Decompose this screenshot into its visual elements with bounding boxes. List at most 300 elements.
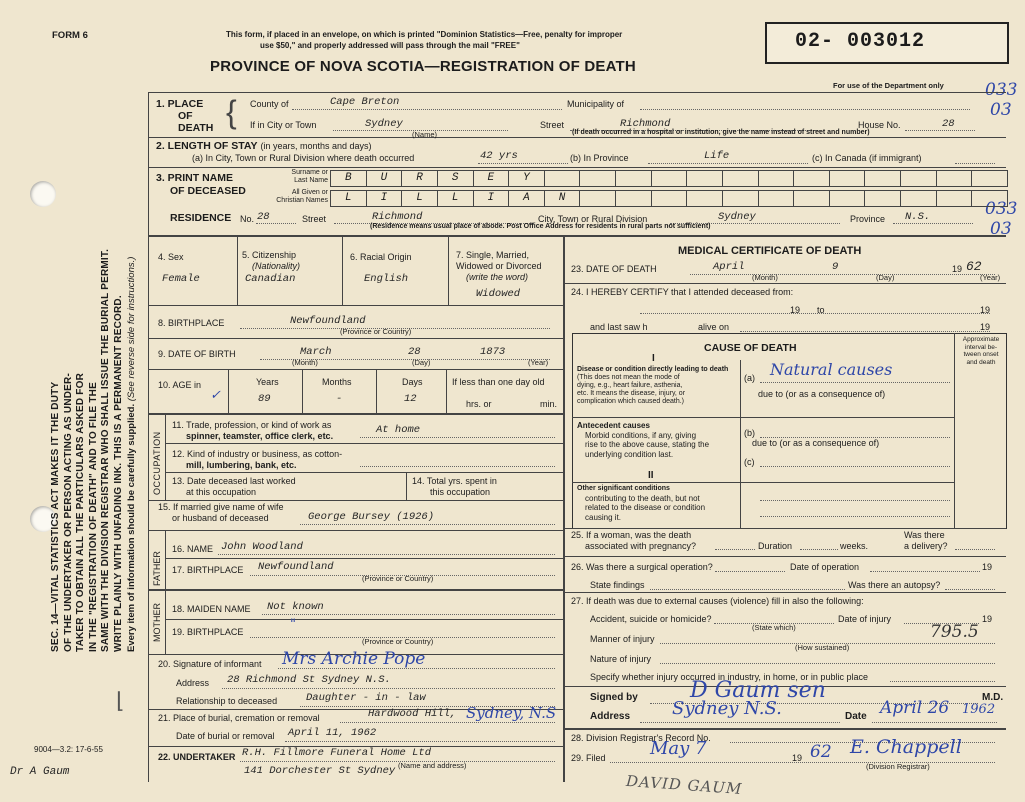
city-label: If in City or Town	[250, 120, 317, 130]
letter-box	[687, 191, 723, 206]
antecedent-label	[577, 421, 709, 459]
cause-a-value: Natural causes	[770, 360, 893, 379]
stay-city-value: 42 yrs	[480, 150, 518, 162]
registrar-caption: (Division Registrar)	[866, 762, 930, 771]
trade-value: At home	[376, 424, 421, 436]
letter-box	[830, 171, 866, 186]
birthplace-caption: (Province or Country)	[340, 327, 412, 336]
certificate-date-label: Date	[845, 711, 867, 722]
cause-a-label: (a)	[744, 373, 755, 383]
field-line	[640, 722, 840, 723]
field-line	[360, 466, 555, 467]
field-line	[690, 274, 995, 275]
letter-box	[972, 171, 1007, 186]
certify-label: 24. I HEREBY CERTIFY that I attended deceased from:	[571, 287, 794, 297]
father-name-value: John Woodland	[221, 541, 303, 553]
residence-street-label: Street	[302, 214, 327, 224]
spouse-label	[158, 502, 284, 524]
label-line: underlying condition last.	[585, 449, 674, 459]
age-years-value: 89	[258, 393, 271, 405]
label-line: mill, lumbering, bank, etc.	[186, 460, 297, 470]
department-code: 03	[990, 100, 1012, 120]
birthplace-label: 8. BIRTHPLACE	[158, 318, 225, 328]
filed-date: May 7	[650, 738, 707, 759]
year-prefix: 19	[980, 322, 991, 332]
external-causes-label: 27. If death was due to external causes (violence) fill in also the following:	[571, 596, 864, 606]
letter-box: Y	[509, 171, 545, 186]
label-line: OF DECEASED	[170, 184, 246, 197]
letter-box	[616, 171, 652, 186]
stay-canada-label: (c) In Canada (if immigrant)	[812, 153, 922, 163]
field-line	[285, 741, 555, 742]
delivery-label	[904, 530, 948, 552]
field-line	[218, 554, 555, 555]
letter-box: L	[331, 191, 367, 206]
stay-city-label: (a) In City, Town or Rural Division where death occurred	[192, 153, 415, 163]
street-label: Street	[540, 120, 565, 130]
label-line: Last Name	[294, 176, 328, 184]
letter-box: B	[331, 171, 367, 186]
field-line	[292, 109, 562, 110]
field-line	[955, 163, 995, 164]
letter-box	[759, 191, 795, 206]
manner-of-injury-label: Manner of injury	[590, 634, 655, 644]
place-of-death-label	[156, 98, 213, 134]
cause-code: 795.5	[930, 622, 979, 642]
citizenship-label	[242, 250, 300, 272]
residence-city-value: Sydney	[718, 211, 756, 223]
undertaker-label: 22. UNDERTAKER	[158, 752, 236, 762]
rule	[148, 500, 563, 501]
accident-label: Accident, suicide or homicide?	[590, 614, 712, 624]
letter-box: L	[438, 191, 474, 206]
rule	[148, 589, 563, 591]
residence-no-label: No.	[240, 214, 255, 224]
disease-label	[577, 366, 728, 406]
field-line	[715, 549, 755, 550]
letter-box	[545, 171, 581, 186]
city-value: Sydney	[365, 118, 403, 130]
mother-maiden-label: 18. MAIDEN NAME	[172, 604, 251, 614]
age-checkmark: ✓	[210, 388, 221, 403]
field-line	[340, 722, 555, 723]
letter-box: N	[545, 191, 581, 206]
rule	[237, 235, 238, 305]
letter-box	[723, 191, 759, 206]
part-one-label: I	[652, 353, 655, 364]
father-side-label: FATHER	[152, 551, 162, 586]
field-line	[222, 688, 555, 689]
year-prefix: 19	[980, 305, 991, 315]
how-sustained-caption: (How sustained)	[795, 643, 850, 652]
rule	[165, 530, 166, 654]
letter-box: S	[438, 171, 474, 186]
to-label: to	[817, 305, 825, 315]
relationship-value: Daughter - in - law	[306, 692, 426, 704]
label-line: 1. PLACE	[156, 98, 204, 110]
department-code: 033	[985, 80, 1018, 100]
rule	[148, 305, 563, 306]
registrar-signature: E. Chappell	[850, 736, 962, 758]
rule	[302, 369, 303, 413]
letter-box	[794, 171, 830, 186]
registration-number: 02- 003012	[795, 30, 926, 53]
residence-label: RESIDENCE	[170, 212, 232, 224]
field-line	[890, 681, 995, 682]
label-line: (This does not mean the mode of	[577, 374, 680, 381]
rule	[165, 413, 166, 500]
day-caption: (Day)	[876, 273, 895, 282]
letter-box	[901, 171, 937, 186]
form-number: FORM 6	[52, 30, 88, 41]
field-line	[872, 722, 997, 723]
medical-certificate-title: MEDICAL CERTIFICATE OF DEATH	[678, 245, 862, 257]
rule	[148, 369, 563, 370]
rule	[740, 360, 741, 528]
letter-box: I	[367, 191, 403, 206]
letter-box: L	[402, 191, 438, 206]
residence-province-label: Province	[850, 214, 886, 224]
age-days-value: 12	[404, 393, 417, 405]
cause-b-label: (b)	[744, 428, 755, 438]
postal-notice-2: use $50," and properly addressed will pass through the mail "FREE"	[260, 41, 520, 50]
cause-of-death-title: CAUSE OF DEATH	[704, 342, 797, 354]
rule	[148, 530, 563, 531]
side-notice-line: OF THE UNDERTAKER OR PERSON ACTING AS UNDER-	[62, 373, 74, 652]
label-line: Antecedent causes	[577, 421, 650, 430]
letter-box	[723, 171, 759, 186]
label-line: spinner, teamster, office clerk, etc.	[186, 431, 334, 441]
field-line	[760, 516, 950, 517]
year-prefix: 19	[790, 305, 801, 315]
label-line: at this occupation	[186, 487, 257, 497]
year-caption: (Year)	[528, 358, 549, 367]
pencil-mark: ⌊	[116, 688, 125, 713]
letter-box	[937, 171, 973, 186]
letter-box	[830, 191, 866, 206]
house-label: House No.	[858, 120, 901, 130]
letter-box	[865, 171, 901, 186]
label-line: Surname or	[291, 169, 328, 176]
last-worked-label	[172, 476, 296, 498]
label-line: contributing to the death, but not	[585, 493, 700, 503]
age-months-value: -	[336, 393, 343, 405]
house-value: 28	[942, 118, 955, 130]
death-year: 62	[966, 259, 982, 274]
undertaker-value: R.H. Fillmore Funeral Home Ltd	[242, 747, 432, 759]
sex-value: Female	[162, 273, 200, 285]
letter-box	[865, 191, 901, 206]
rule	[148, 235, 1006, 237]
informant-address-label: Address	[176, 678, 210, 688]
nature-of-injury-label: Nature of injury	[590, 654, 652, 664]
field-line	[648, 163, 808, 164]
rule	[954, 333, 955, 528]
mother-birthplace-caption: (Province or Country)	[362, 637, 434, 646]
physician-address-label: Address	[590, 711, 631, 722]
letter-box	[580, 191, 616, 206]
label-line: causing it.	[585, 512, 622, 522]
residence-street-value: Richmond	[372, 211, 423, 223]
duration-label: Duration	[758, 541, 793, 551]
county-value: Cape Breton	[330, 96, 400, 108]
column-divider	[563, 235, 565, 782]
mother-maiden-value: Not known	[267, 601, 324, 613]
death-month: April	[713, 261, 745, 273]
months-label: Months	[322, 377, 352, 387]
letter-box	[580, 171, 616, 186]
letter-box	[794, 191, 830, 206]
label-line: 2. LENGTH OF STAY	[156, 140, 258, 152]
last-saw-label: and last saw h	[590, 322, 648, 332]
street-value: Richmond	[620, 118, 671, 130]
label-line: or husband of deceased	[172, 513, 269, 523]
day-caption: (Day)	[412, 358, 431, 367]
birthplace-value: Newfoundland	[290, 315, 366, 327]
father-name-label: 16. NAME	[172, 544, 214, 554]
letter-box	[687, 171, 723, 186]
field-line	[660, 663, 995, 664]
registrar-record-label: 28. Division Registrar's Record No.	[571, 733, 711, 743]
label-line: Morbid conditions, if any, giving	[585, 430, 697, 440]
label-line: Christian Names	[276, 196, 328, 204]
sex-label: 4. Sex	[158, 252, 184, 262]
label-line: 13. Date deceased last worked	[172, 476, 296, 486]
hospital-note: (If death occurred in a hospital or institution, give the name instead of street and number)	[572, 129, 870, 136]
due-to-label: due to (or as a consequence of)	[752, 438, 880, 448]
spouse-value: George Bursey (1926)	[308, 511, 435, 523]
part-two-label: II	[648, 470, 654, 481]
rule	[563, 283, 1006, 284]
marital-status-label	[456, 250, 542, 283]
state-which-caption: (State which)	[752, 623, 796, 632]
rule	[342, 235, 343, 305]
field-line	[760, 382, 950, 383]
field-line	[905, 130, 975, 131]
department-code: 03	[990, 219, 1012, 239]
age-label: 10. AGE in	[158, 380, 202, 390]
label-line: 12. Kind of industry or business, as cotton-	[172, 449, 343, 459]
surname-label	[258, 169, 328, 184]
label-line: a delivery?	[904, 541, 948, 551]
stay-province-label: (b) In Province	[570, 153, 629, 163]
field-line	[256, 223, 296, 224]
field-line	[760, 500, 950, 501]
filed-label: 29. Filed	[571, 753, 606, 763]
given-names-label	[258, 189, 328, 204]
interval-label	[956, 336, 1006, 366]
label-line: (write the word)	[466, 272, 529, 282]
letter-box	[759, 171, 795, 186]
date-of-operation-label: Date of operation	[790, 562, 860, 572]
letter-box: I	[474, 191, 510, 206]
field-line	[740, 331, 990, 332]
name-caption: (Name)	[412, 130, 438, 139]
cause-c-label: (c)	[744, 457, 755, 467]
stay-province-value: Life	[704, 150, 730, 162]
occupation-side-label: OCCUPATION	[152, 431, 162, 495]
undertaker-address: 141 Dorchester St Sydney	[244, 765, 396, 777]
mother-side-label: MOTHER	[152, 603, 162, 642]
side-notice-line: Every item of information should be carefully supplied.	[125, 403, 137, 652]
rule	[563, 556, 1006, 557]
rule	[165, 472, 563, 473]
date-of-injury-label: Date of injury	[838, 614, 892, 624]
rule	[446, 369, 447, 413]
month-caption: (Month)	[752, 273, 778, 282]
rule	[228, 369, 229, 413]
label-line: 25. If a woman, was the death	[571, 530, 692, 540]
pencil-annotation: DAVID GAUM	[625, 771, 743, 799]
surname-letter-boxes	[330, 170, 1008, 187]
dob-label: 9. DATE OF BIRTH	[158, 349, 236, 359]
field-line	[870, 571, 980, 572]
side-notice-line: WRITE PLAINLY WITH UNFADING INK. THIS IS A PERMANENT RECORD.	[112, 295, 124, 652]
death-year-prefix: 19	[952, 264, 963, 274]
rule	[572, 482, 954, 483]
label-line: Other significant conditions	[577, 485, 670, 492]
filed-year: 62	[810, 742, 832, 762]
rule	[165, 558, 563, 559]
brace-icon: {	[226, 94, 237, 130]
print-name-label	[156, 172, 246, 197]
side-notice-line: SAME WITH THE DIVISION REGISTRAR WHO SHALL ISSUE THE BURIAL PERMIT.	[100, 248, 112, 652]
label-line: 3. PRINT NAME	[156, 172, 234, 184]
burial-place-value: Hardwood Hill,	[368, 708, 457, 720]
side-notice-line: (See reverse side for instructions.)	[125, 256, 137, 402]
field-line	[650, 589, 845, 590]
dob-year: 1873	[480, 346, 506, 358]
label-line: Disease or condition directly leading to death	[577, 366, 729, 373]
date-of-death-label: 23. DATE OF DEATH	[571, 264, 657, 274]
field-line	[760, 466, 950, 467]
burial-place-label: 21. Place of burial, cremation or removal	[158, 713, 320, 723]
label-line: complication which caused death.)	[577, 398, 685, 405]
rule	[148, 167, 1006, 168]
field-line	[640, 313, 990, 314]
rule	[165, 619, 563, 620]
dob-day: 28	[408, 346, 421, 358]
burial-date-value: April 11, 1962	[288, 727, 377, 739]
label-line: and death	[966, 358, 996, 366]
side-notice-line: IN THE "REGISTRATION OF DEATH" AND TO FILE THE	[87, 382, 99, 652]
physician-address: Sydney N.S.	[672, 698, 782, 719]
label-line: 7. Single, Married,	[456, 250, 530, 260]
hours-label: hrs. or	[466, 399, 492, 409]
under-one-day-label: If less than one day old	[452, 377, 545, 387]
field-line	[955, 549, 995, 550]
undertaker-caption: (Name and address)	[398, 761, 467, 770]
due-to-label: due to (or as a consequence of)	[758, 389, 886, 399]
year-caption: (Year)	[980, 273, 1001, 282]
label-line: interval be-	[964, 343, 998, 351]
label-line: 14. Total yrs. spent in	[412, 476, 497, 486]
letter-box	[616, 191, 652, 206]
autopsy-label: Was there an autopsy?	[848, 580, 941, 590]
relationship-label: Relationship to deceased	[176, 696, 278, 706]
years-label: Years	[256, 377, 279, 387]
filed-year-prefix: 19	[792, 753, 803, 763]
side-notice	[50, 12, 138, 652]
municipality-label: Municipality of	[567, 99, 625, 109]
father-birthplace-caption: (Province or Country)	[362, 574, 434, 583]
label-line: 11. Trade, profession, or kind of work as	[172, 420, 332, 430]
operation-label: 26. Was there a surgical operation?	[571, 562, 713, 572]
department-use-label: For use of the Department only	[833, 81, 944, 90]
label-line: OF	[178, 110, 193, 122]
field-line	[640, 109, 970, 110]
days-label: Days	[402, 377, 423, 387]
letter-box: A	[509, 191, 545, 206]
total-years-label	[412, 476, 497, 498]
specify-injury-label: Specify whether injury occurred in industry, in home, or in public place	[590, 672, 868, 682]
label-line: (in years, months and days)	[260, 141, 372, 151]
rule	[148, 92, 1006, 93]
mother-birthplace-value: "	[290, 617, 296, 632]
label-line: Approximate	[962, 336, 1000, 343]
rule	[148, 413, 563, 415]
findings-label: State findings	[590, 580, 645, 590]
rule	[148, 92, 149, 782]
label-line: Was there	[904, 530, 945, 540]
letter-box: R	[402, 171, 438, 186]
letter-box: U	[367, 171, 403, 186]
label-line: All Given or	[291, 189, 328, 196]
field-line	[610, 762, 995, 763]
father-birthplace-label: 17. BIRTHPLACE	[172, 565, 244, 575]
doctor-name: Dr A Gaum	[10, 766, 70, 778]
label-line: 15. If married give name of wife	[158, 502, 284, 512]
letter-box	[652, 171, 688, 186]
certificate-date: April 26	[880, 698, 950, 718]
rule	[376, 369, 377, 413]
label-line: DEATH	[178, 122, 214, 134]
month-caption: (Month)	[292, 358, 318, 367]
residence-city-label: City, Town or Rural Division	[538, 214, 648, 224]
field-line	[478, 163, 568, 164]
county-label: County of	[250, 99, 289, 109]
label-line: dying, e.g., heart failure, asthenia,	[577, 382, 683, 389]
field-line	[262, 614, 555, 615]
letter-box	[901, 191, 937, 206]
residence-province-value: N.S.	[905, 211, 931, 223]
label-line: 5. Citizenship	[242, 250, 297, 260]
trade-label	[172, 420, 333, 442]
informant-signature: Mrs Archie Pope	[282, 649, 426, 669]
year-prefix: 19	[982, 614, 993, 624]
residence-note: (Residence means usual place of abode. Post Office Address for residents in rural parts not sufficient)	[370, 223, 711, 230]
death-day: 9	[832, 261, 839, 273]
year-prefix: 19	[982, 562, 993, 572]
letter-box	[652, 191, 688, 206]
label-line: this occupation	[430, 487, 491, 497]
field-line	[360, 437, 555, 438]
other-conditions-label	[577, 484, 705, 522]
dob-month: March	[300, 346, 332, 358]
length-of-stay-label	[156, 140, 372, 152]
rule	[572, 417, 954, 418]
label-line: (Nationality)	[252, 261, 301, 271]
burial-date-label: Date of burial or removal	[176, 731, 275, 741]
marital-status-value: Widowed	[476, 288, 521, 300]
label-line: associated with pregnancy?	[585, 541, 697, 551]
rule	[563, 592, 1006, 593]
letter-box	[972, 191, 1007, 206]
label-line: tween onset	[963, 351, 999, 358]
father-birthplace-value: Newfoundland	[258, 561, 334, 573]
racial-origin-label: 6. Racial Origin	[350, 252, 412, 262]
rule	[148, 338, 563, 339]
